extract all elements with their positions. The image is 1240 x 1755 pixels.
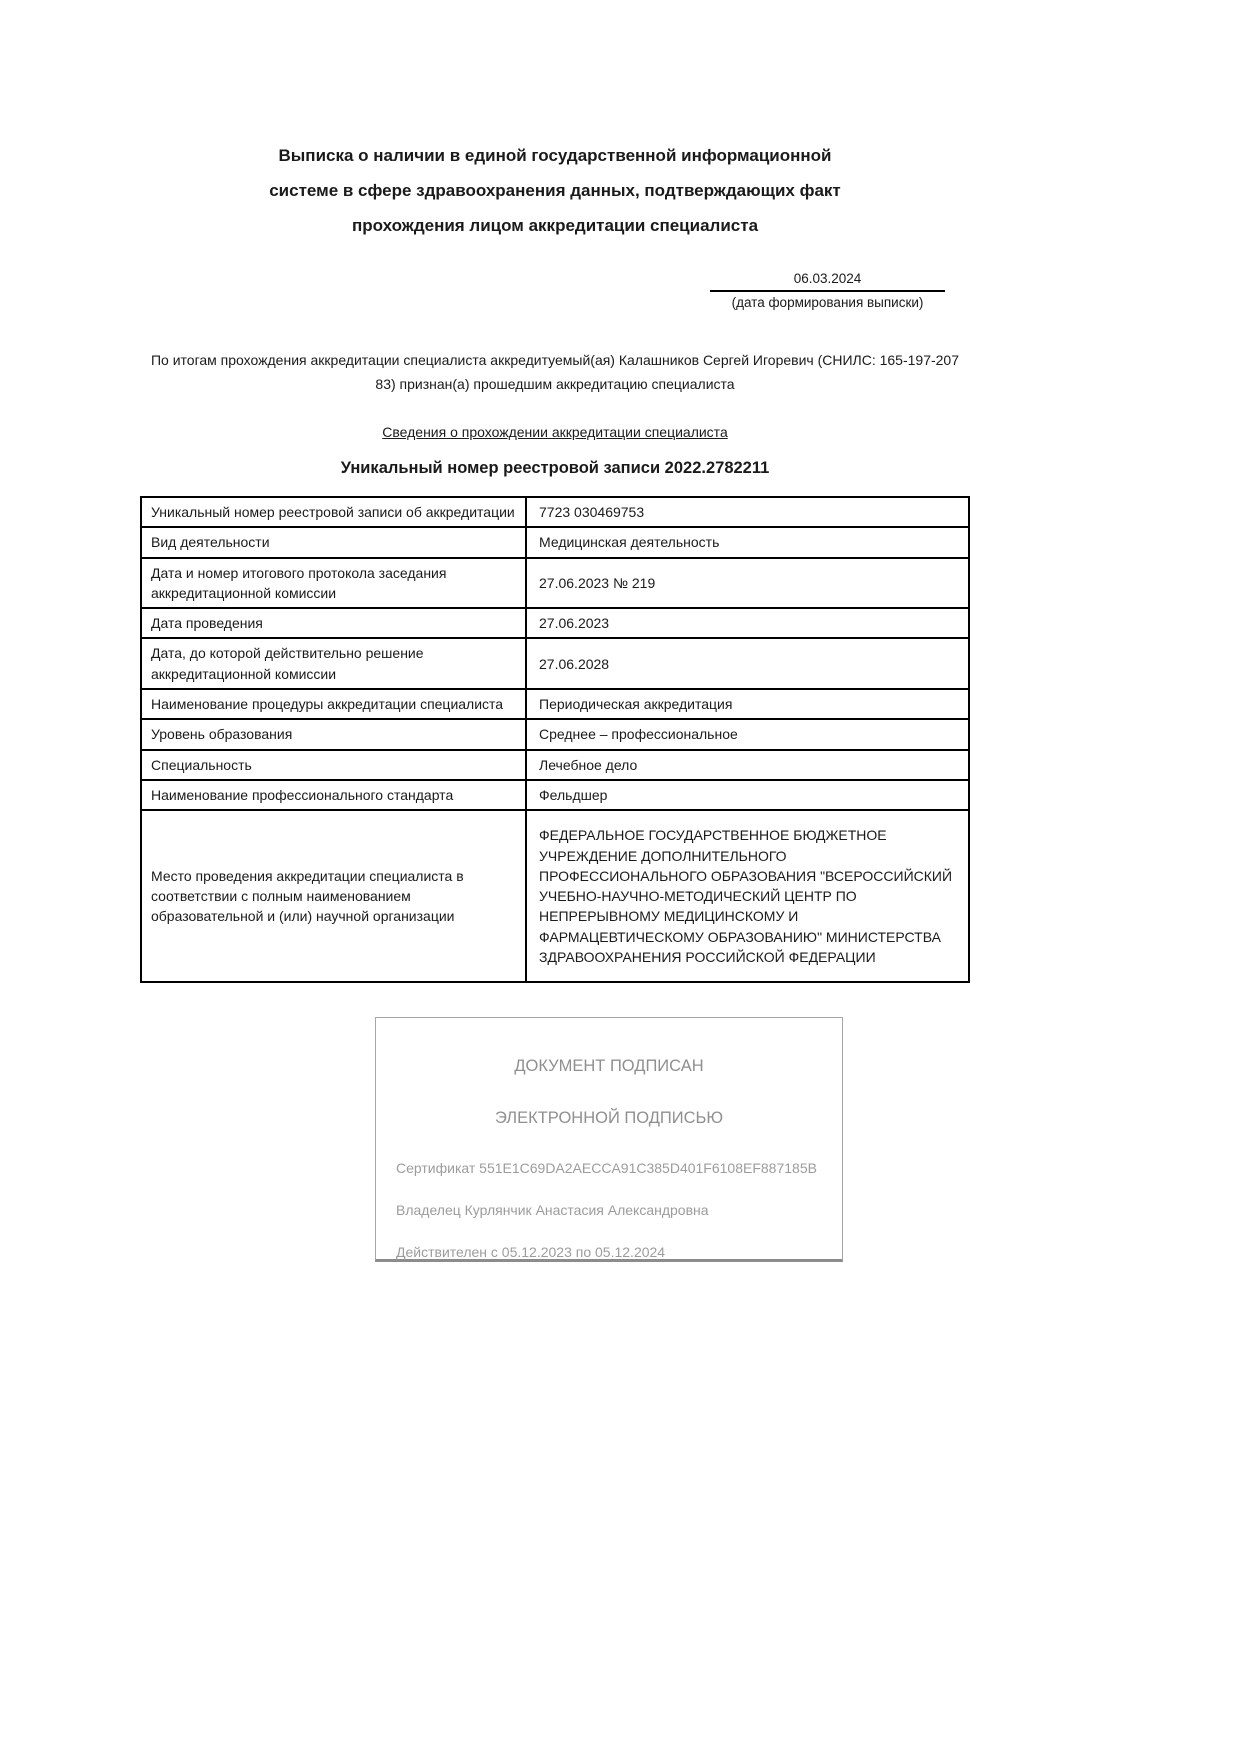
signature-header-line2: ЭЛЕКТРОННОЙ ПОДПИСЬЮ [494, 1109, 724, 1128]
registry-number-heading: Уникальный номер реестровой записи 2022.2782211 [340, 459, 770, 477]
issue-date: 06.03.2024 [710, 269, 945, 292]
row-value: 27.06.2028 [526, 638, 969, 689]
intro-paragraph: По итогам прохождения аккредитации специалиста аккредитуемый(ая) Калашников Сергей Игоревич (СНИЛС: 165-197-207 83) признан(а) прошедшим аккредитацию специалиста [150, 352, 959, 392]
table-row [141, 810, 969, 982]
document-title [140, 0, 970, 243]
table-row [141, 608, 969, 638]
row-value: Лечебное дело [526, 750, 969, 780]
signature-validity: Действителен с 05.12.2023 по 05.12.2024 [396, 1244, 666, 1261]
signature-owner: Владелец Курлянчик Анастасия Александровна [396, 1202, 709, 1219]
row-label: Дата проведения [141, 608, 526, 638]
signature-stamp [375, 1017, 843, 1262]
row-label: Уникальный номер реестровой записи об аккредитации [141, 497, 526, 527]
row-value: ФЕДЕРАЛЬНОЕ ГОСУДАРСТВЕННОЕ БЮДЖЕТНОЕ УЧРЕЖДЕНИЕ ДОПОЛНИТЕЛЬНОГО ПРОФЕССИОНАЛЬНОГО ОБРАЗОВАНИЯ "ВСЕРОССИЙСКИЙ УЧЕБНО-НАУЧНО-МЕТОДИЧЕСКИЙ ЦЕНТР ПО НЕПРЕРЫВНОМУ МЕДИЦИНСКОМУ И ФАРМАЦЕВТИЧЕСКОМУ ОБРАЗОВАНИЮ" МИНИСТЕРСТВА ЗДРАВООХРАНЕНИЯ РОССИЙСКОЙ ФЕДЕРАЦИИ [526, 810, 969, 982]
title-line-2: системе в сфере здравоохранения данных, подтверждающих факт [269, 181, 841, 200]
row-label: Наименование профессионального стандарта [141, 780, 526, 810]
title-line-1: Выписка о наличии в единой государственной информационной [278, 146, 832, 165]
row-value: Фельдшер [526, 780, 969, 810]
table-row [141, 638, 969, 689]
document-content [140, 0, 970, 1262]
row-value: 27.06.2023 № 219 [526, 558, 969, 609]
table-row [141, 750, 969, 780]
row-label: Место проведения аккредитации специалиста в соответствии с полным наименованием образовательной и (или) научной организации [141, 810, 526, 982]
title-line-3: прохождения лицом аккредитации специалиста [351, 216, 759, 235]
row-value: 27.06.2023 [526, 608, 969, 638]
table-row [141, 689, 969, 719]
row-label: Дата, до которой действительно решение аккредитационной комиссии [141, 638, 526, 689]
row-value: 7723 030469753 [526, 497, 969, 527]
row-value: Медицинская деятельность [526, 527, 969, 557]
issue-date-block [710, 269, 945, 312]
issue-date-caption: (дата формирования выписки) [731, 295, 924, 310]
row-label: Вид деятельности [141, 527, 526, 557]
table-row [141, 719, 969, 749]
signature-header-line1: ДОКУМЕНТ ПОДПИСАН [514, 1057, 704, 1076]
table-row [141, 558, 969, 609]
accreditation-table [140, 496, 970, 983]
table-row [141, 497, 969, 527]
row-label: Наименование процедуры аккредитации специалиста [141, 689, 526, 719]
row-label: Специальность [141, 750, 526, 780]
signature-certificate: Сертификат 551E1C69DA2AECCA91C385D401F6108EF887185B [396, 1160, 817, 1177]
row-label: Уровень образования [141, 719, 526, 749]
row-label: Дата и номер итогового протокола заседания аккредитационной комиссии [141, 558, 526, 609]
row-value: Среднее – профессиональное [526, 719, 969, 749]
table-row [141, 780, 969, 810]
section-heading: Сведения о прохождении аккредитации специалиста [382, 424, 728, 440]
table-row [141, 527, 969, 557]
row-value: Периодическая аккредитация [526, 689, 969, 719]
